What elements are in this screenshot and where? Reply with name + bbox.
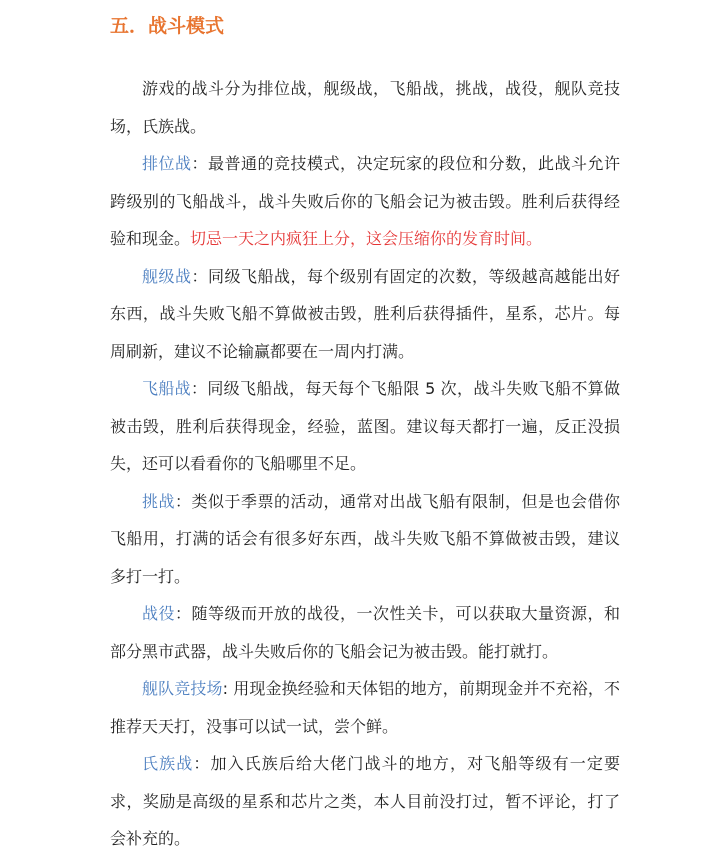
- intro-paragraph: 游戏的战斗分为排位战，舰级战，飞船战，挑战，战役，舰队竞技场，氏族战。: [110, 79, 620, 136]
- paragraph-fleet-arena: [110, 670, 620, 745]
- paragraph-campaign: [110, 595, 620, 670]
- term-campaign: 战役: [142, 604, 175, 623]
- section-title: 五．战斗模式: [110, 15, 225, 37]
- paragraph-text: ：同级飞船战，每个级别有固定的次数，等级越高越能出好东西，战斗失败飞船不算做被击毁，胜利后获得插件，星系，芯片。每周刷新，建议不论输赢都要在一周内打满。: [110, 266, 620, 361]
- paragraph-clan-battle: [110, 745, 620, 858]
- term-challenge: 挑战: [142, 491, 175, 511]
- paragraph-text: ：随等级而开放的战役，一次性关卡，可以获取大量资源，和部分黑市武器，战斗失败后你的飞船会记为被击毁。能打就打。: [110, 604, 620, 661]
- paragraph-text: ：最普通的竞技模式，决定玩家的段位和分数，此战斗允许跨级别的飞船战斗，战斗失败后你的飞船会记为被击毁。胜利后获得经验和现金。: [110, 154, 620, 248]
- term-clan-battle: 氏族战: [142, 754, 194, 773]
- term-ranked-battle: 排位战: [142, 154, 192, 173]
- paragraph-ranked-battle: [110, 145, 620, 258]
- paragraph-ship-class-battle: [110, 258, 620, 371]
- paragraph-ship-battle: [110, 370, 620, 483]
- paragraph-text: ：类似于季票的活动，通常对出战飞船有限制，但是也会借你飞船用，打满的话会有很多好东西，战斗失败飞船不算做被击毁，建议多打一打。: [110, 491, 620, 586]
- term-ship-class-battle: 舰级战: [142, 266, 192, 286]
- term-ship-battle: 飞船战: [142, 379, 191, 398]
- term-fleet-arena: 舰队竞技场: [142, 679, 223, 698]
- paragraph-text: : 用现金换经验和天体铝的地方，前期现金并不充裕，不推荐天天打，没事可以试一试，尝个鲜。: [110, 679, 620, 736]
- paragraph-challenge: [110, 483, 620, 596]
- warning-text: 切忌一天之内疯狂上分，这会压缩你的发育时间。: [190, 229, 543, 248]
- paragraph-text: ：同级飞船战，每天每个飞船限 5 次，战斗失败飞船不算做被击毁，胜利后获得现金，经验，蓝图。建议每天都打一遍，反正没损失，还可以看看你的飞船哪里不足。: [110, 379, 620, 473]
- paragraph-text: ：加入氏族后给大佬门战斗的地方，对飞船等级有一定要求，奖励是高级的星系和芯片之类，本人目前没打过，暂不评论，打了会补充的。: [110, 754, 620, 848]
